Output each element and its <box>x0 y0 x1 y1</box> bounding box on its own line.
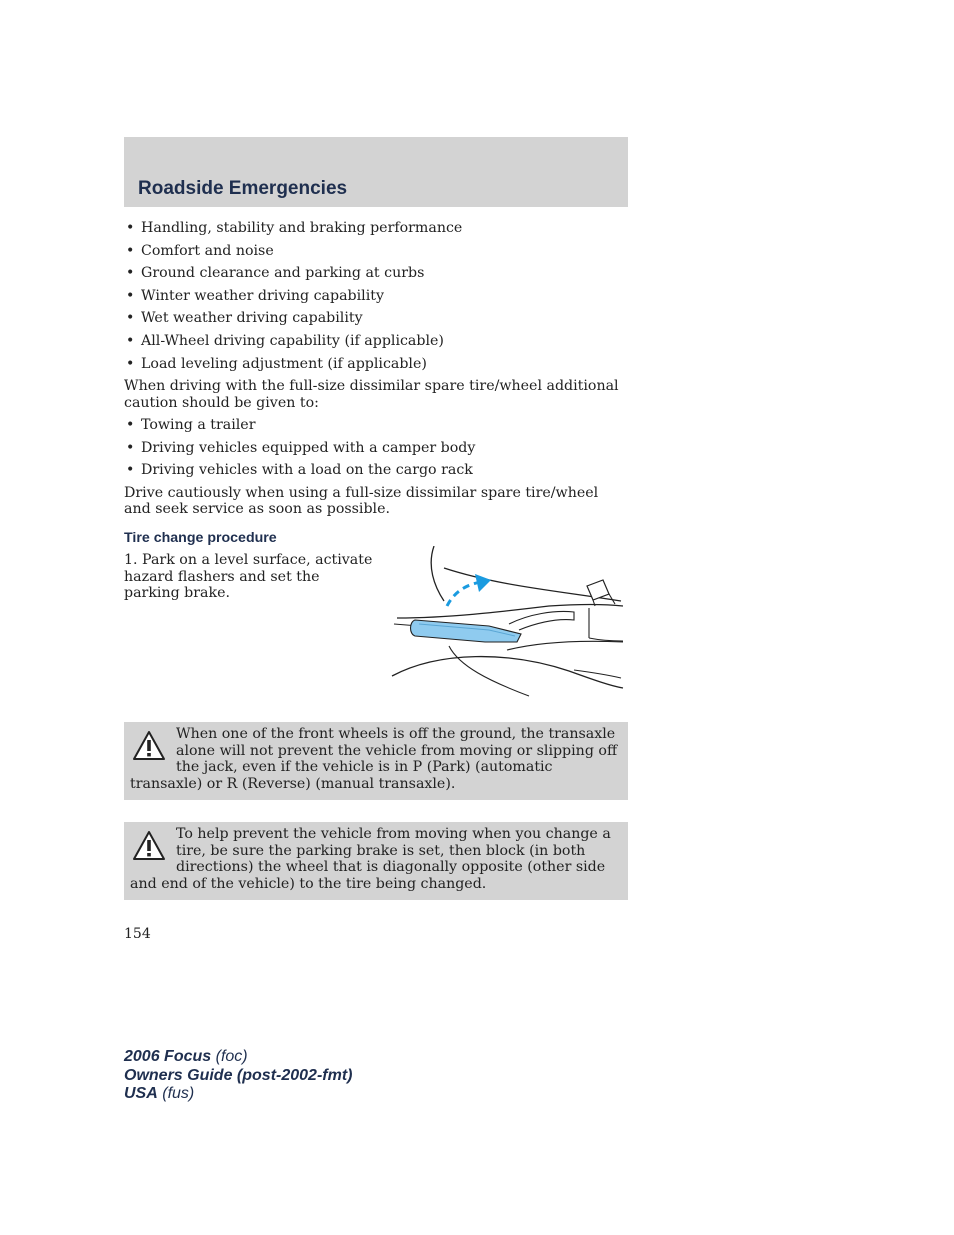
list-item: • Wet weather driving capability <box>126 310 363 327</box>
warning-triangle-icon <box>132 830 166 862</box>
section-header-band <box>124 137 628 207</box>
page-content <box>124 220 628 922</box>
list-item: • Driving vehicles with a load on the cargo rack <box>126 462 473 479</box>
drive-cautiously-paragraph: Drive cautiously when using a full-size dissimilar spare tire/wheel and seek service as soon as possible. <box>124 484 599 518</box>
footer-line-model: 2006 Focus (foc) <box>124 1048 248 1065</box>
warning-text: To help prevent the vehicle from moving when you change a tire, be sure the parking brake is set, then block (in both directions) the wheel that is diagonally opposite (other side and end of the vehicle) to the tire being changed. <box>130 826 611 892</box>
caution-intro-paragraph: When driving with the full-size dissimilar spare tire/wheel additional caution should be given to: <box>124 378 619 411</box>
warning-box-parking-brake <box>124 822 628 900</box>
list-item: • Winter weather driving capability <box>126 287 384 304</box>
list-item: • Ground clearance and parking at curbs <box>126 265 425 282</box>
list-item: • Load leveling adjustment (if applicable) <box>126 355 427 372</box>
section-title: Roadside Emergencies <box>138 178 348 199</box>
step-1-row <box>124 552 628 722</box>
caution-list <box>124 417 628 479</box>
tire-change-heading: Tire change procedure <box>124 529 277 546</box>
list-item: • Comfort and noise <box>126 242 274 259</box>
list-item: • All-Wheel driving capability (if applicable) <box>126 332 444 349</box>
list-item: • Towing a trailer <box>126 417 256 434</box>
footer-line-market: USA (fus) <box>124 1085 195 1102</box>
footer-line-guide: Owners Guide (post-2002-fmt) <box>124 1066 353 1084</box>
parking-brake-illustration <box>389 546 625 702</box>
list-item: • Handling, stability and braking performance <box>126 220 463 236</box>
warning-text: When one of the front wheels is off the ground, the transaxle alone will not prevent the vehicle from moving or slipping off the jack, even if the vehicle is in P (Park) (automatic transaxle) or R (Reverse) (manual transaxle). <box>130 726 618 792</box>
warning-triangle-icon <box>132 730 166 762</box>
step-1-text: 1. Park on a level surface, activate hazard flashers and set the parking brake. <box>124 552 373 602</box>
document-footer <box>124 1048 352 1104</box>
warning-box-transaxle <box>124 722 628 800</box>
list-item: • Driving vehicles equipped with a camper body <box>126 439 476 456</box>
page-number: 154 <box>124 926 151 942</box>
considerations-list <box>124 220 628 372</box>
